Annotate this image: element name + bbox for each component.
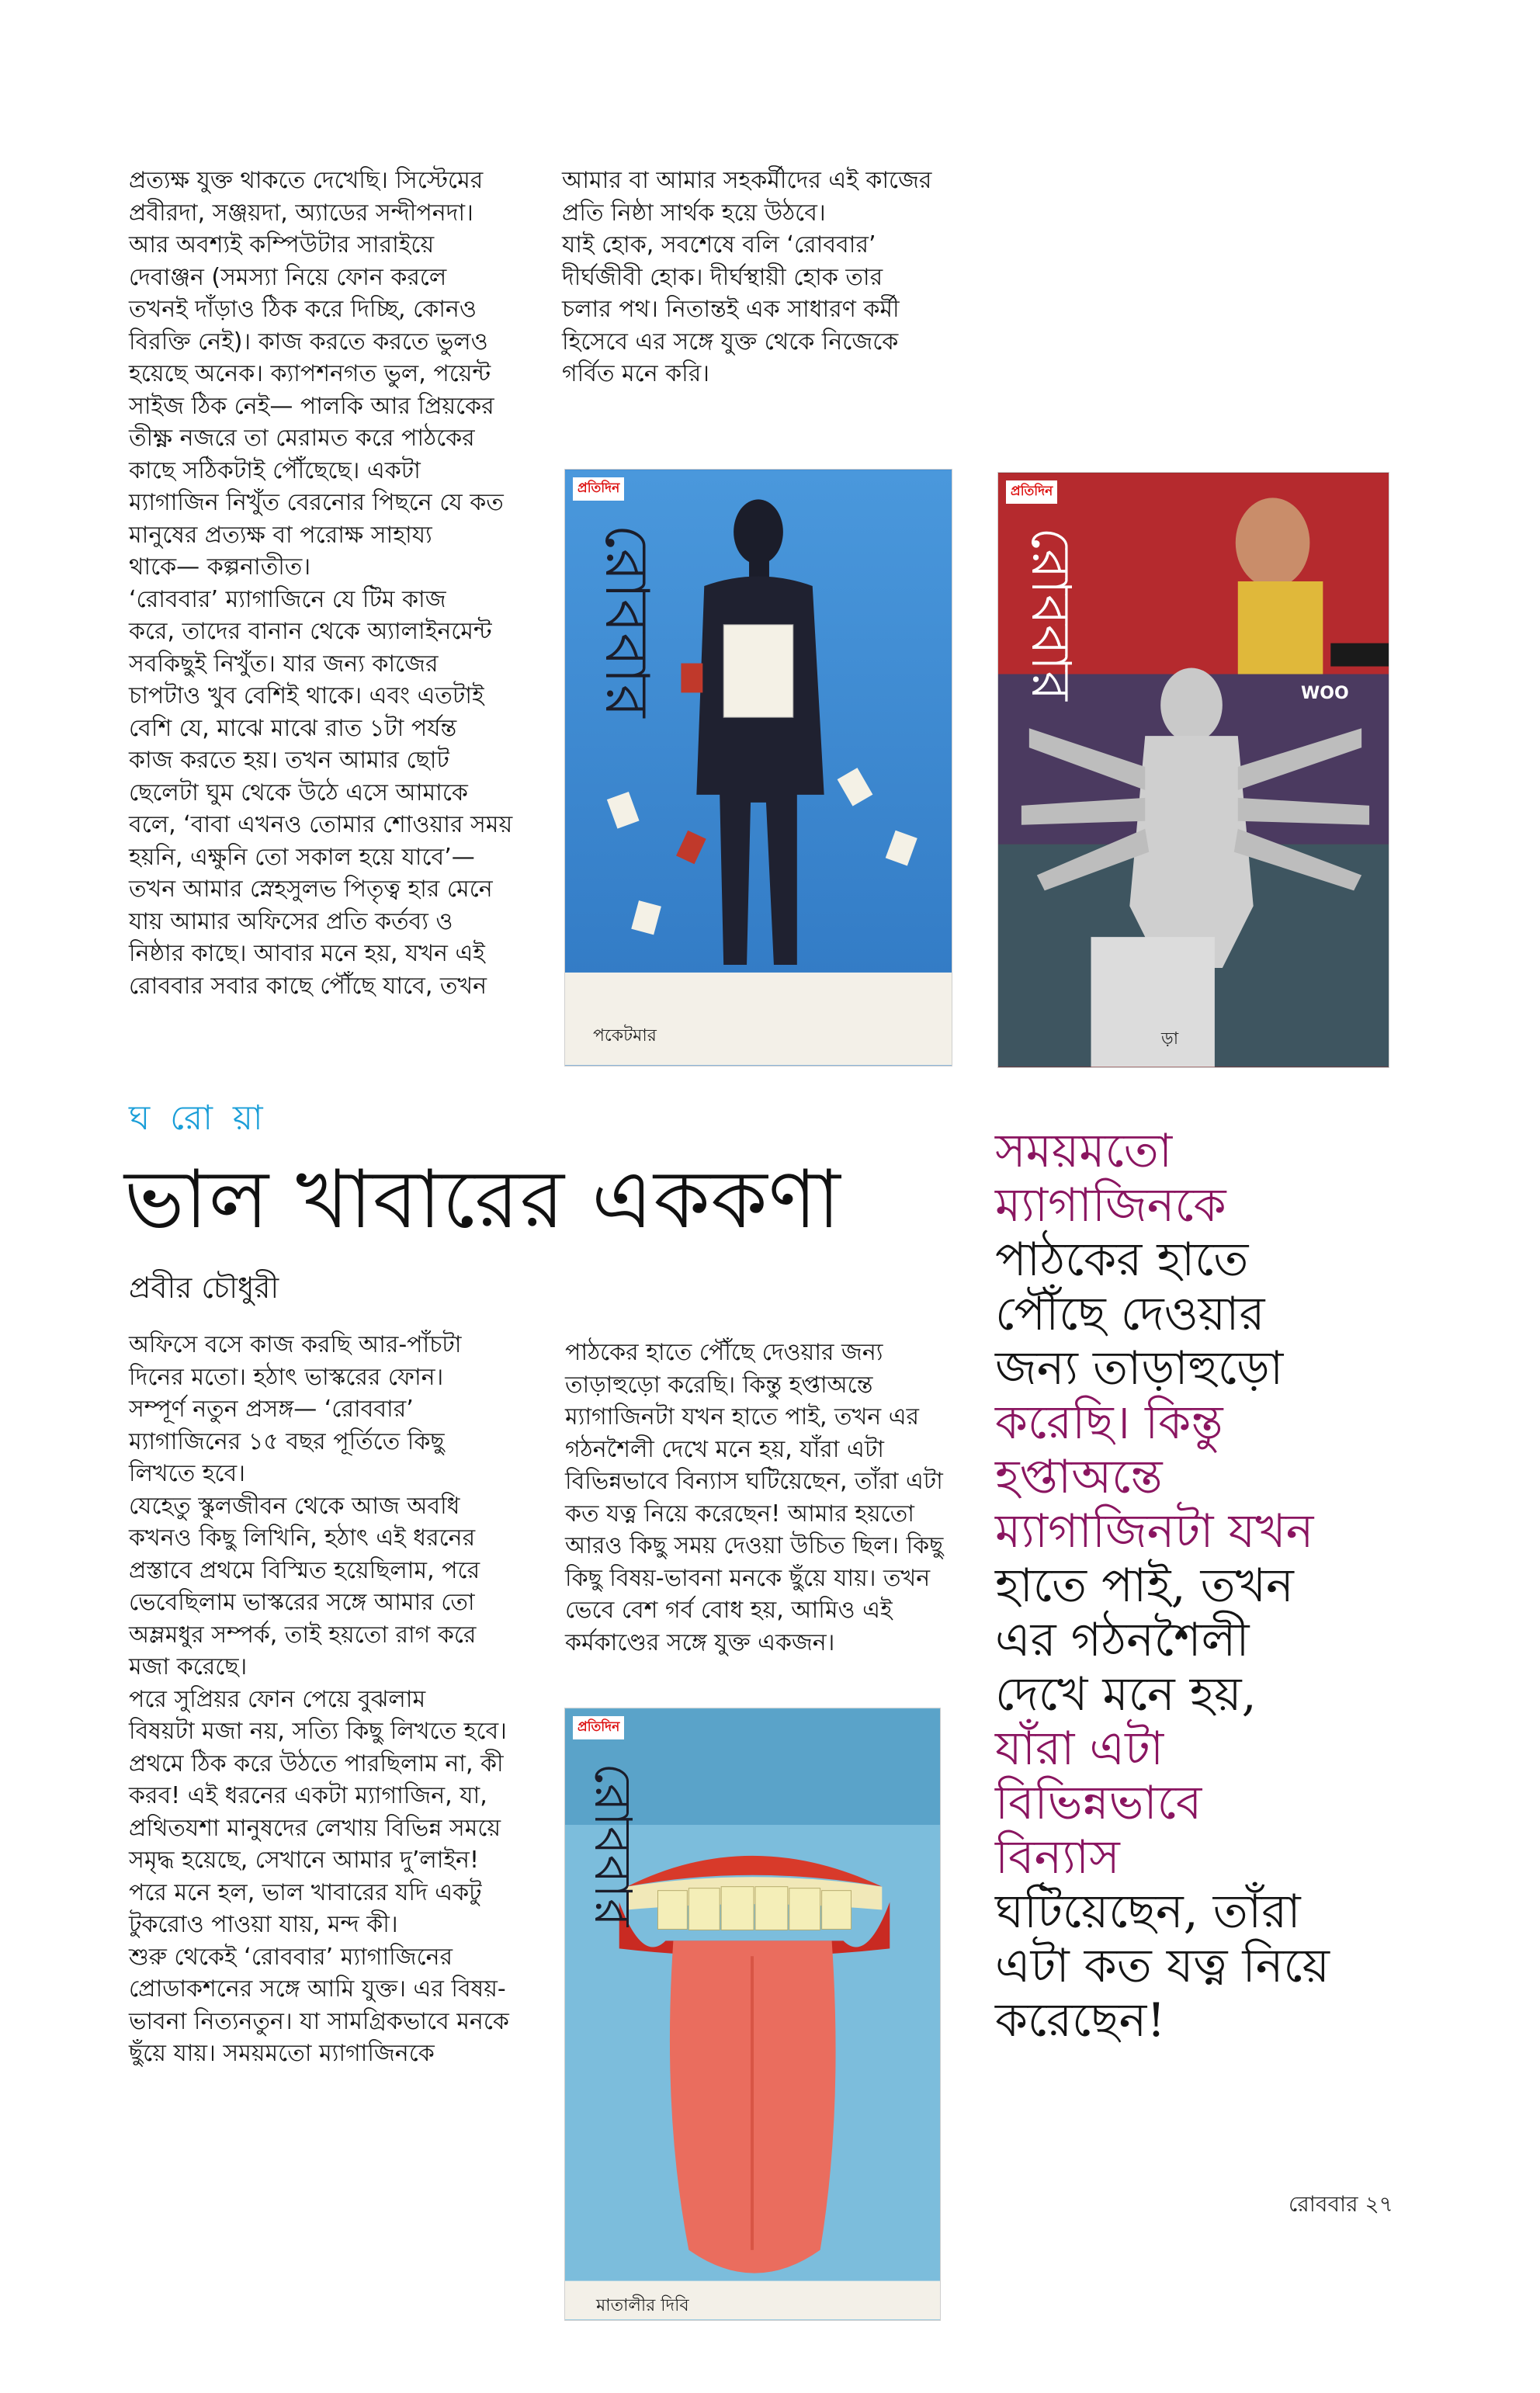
text-line: পরে মনে হল, ভাল খাবারের যদি একটু xyxy=(129,1878,482,1906)
text-line: তখনই দাঁড়াও ঠিক করে দিচ্ছি, কোনও xyxy=(129,296,477,323)
text-line: ‘রোববার’ ম্যাগাজিনে যে টিম কাজ xyxy=(129,585,446,613)
text-line: ম্যাগাজিনের ১৫ বছর পূর্তিতে কিছু xyxy=(129,1427,445,1455)
text-line: ভেবে বেশ গর্ব বোধ হয়, আমিও এই xyxy=(565,1597,893,1624)
text-line: কাছে সঠিকটাই পৌঁছেছে। একটা xyxy=(129,456,421,484)
page-folio: রোববার ২৭ xyxy=(1289,2191,1393,2217)
text-line: ম্যাগাজিনটা যখন হাতে পাই, তখন এর xyxy=(565,1403,920,1431)
text-line: কর্মকাণ্ডের সঙ্গে যুক্ত একজন। xyxy=(565,1628,835,1656)
pull-quote-line: পৌঁছে দেওয়ার xyxy=(995,1287,1265,1341)
text-line: ভেবেছিলাম ভাস্করের সঙ্গে আমার তো xyxy=(129,1589,475,1616)
text-line: কখনও কিছু লিখিনি, হঠাৎ এই ধরনের xyxy=(129,1524,476,1552)
text-line: চলার পথ। নিতান্তই এক সাধারণ কর্মী xyxy=(562,296,900,323)
pull-quote-line: করেছেন! xyxy=(995,1993,1166,2048)
text-line: দিনের মতো। হঠাৎ ভাস্করের ফোন। xyxy=(129,1363,444,1391)
text-line: মানুষের প্রত্যক্ষ বা পরোক্ষ সাহায্য xyxy=(129,521,432,549)
continuation-column-right xyxy=(562,165,997,390)
text-line: সমৃদ্ধ হয়েছে, সেখানে আমার দু’লাইন! xyxy=(129,1847,479,1874)
text-line: কত যত্ন নিয়ে করেছেন! আমার হয়তো xyxy=(565,1500,914,1528)
text-line: বিভিন্নভাবে বিন্যাস ঘটিয়েছেন, তাঁরা এটা xyxy=(565,1468,943,1495)
text-line: পরে সুপ্রিয়র ফোন পেয়ে বুঝলাম xyxy=(129,1685,426,1713)
article-byline: প্রবীর চৌধুরী xyxy=(129,1271,279,1305)
text-line: দেবাঞ্জন (সমস্যা নিয়ে ফোন করলে xyxy=(129,263,447,291)
cover-masthead: রোববার xyxy=(583,1763,643,1927)
text-line: ভাবনা নিত্যনতুন। যা সামগ্রিকভাবে মনকে xyxy=(129,2007,509,2035)
text-line: আরও কিছু সময় দেওয়া উচিত ছিল। কিছু xyxy=(565,1532,944,1559)
text-line: অম্লমধুর সম্পর্ক, তাই হয়তো রাগ করে xyxy=(129,1621,477,1649)
text-line: সম্পূর্ণ নতুন প্রসঙ্গ— ‘রোববার’ xyxy=(129,1396,414,1423)
text-line: কিছু বিষয়-ভাবনা মনকে ছুঁয়ে যায়। তখন xyxy=(565,1564,931,1592)
pull-quote-line: যাঁরা এটা xyxy=(995,1722,1164,1776)
text-line: বিষয়টা মজা নয়, সত্যি কিছু লিখতে হবে। xyxy=(129,1718,507,1745)
text-line: বেশি যে, মাঝে মাঝে রাত ১টা পর্যন্ত xyxy=(129,714,457,742)
text-line: শুরু থেকেই ‘রোববার’ ম্যাগাজিনের xyxy=(129,1943,453,1971)
text-line: তীক্ষ্ণ নজরে তা মেরামত করে পাঠকের xyxy=(129,425,475,452)
article-column-left xyxy=(129,1329,564,2070)
cover-masthead: রোববার xyxy=(1019,527,1083,701)
text-line: চাপটাও খুব বেশিই থাকে। এবং এতটাই xyxy=(129,682,484,709)
text-line: প্রতি নিষ্ঠা সার্থক হয়ে উঠবে। xyxy=(562,199,826,227)
pull-quote-line: হপ্তাঅন্তে xyxy=(995,1450,1163,1504)
pull-quote-line: করেছি। কিন্তু xyxy=(995,1396,1223,1450)
text-line: প্রথিতযশা মানুষদের লেখায় বিভিন্ন সময়ে xyxy=(129,1814,501,1842)
text-line: হয়েছে অনেক। ক্যাপশনগত ভুল, পয়েন্ট xyxy=(129,360,491,387)
text-line: ছুঁয়ে যায়। সময়মতো ম্যাগাজিনকে xyxy=(129,2040,435,2067)
pull-quote-line: এটা কত যত্ন নিয়ে xyxy=(995,1939,1330,1993)
text-line: প্রবীরদা, সঞ্জয়দা, অ্যাডের সন্দীপনদা। xyxy=(129,199,473,227)
text-line: প্রত্যক্ষ যুক্ত থাকতে দেখেছি। সিস্টেমের xyxy=(129,167,484,194)
text-line: বলে, ‘বাবা এখনও তোমার শোওয়ার সময় xyxy=(129,811,513,838)
text-line: নিষ্ঠার কাছে। আবার মনে হয়, যখন এই xyxy=(129,940,485,967)
billboard-sign: WOO xyxy=(1301,684,1349,703)
pull-quote-line: ঘটিয়েছেন, তাঁরা xyxy=(995,1885,1301,1939)
article-column-right xyxy=(565,1337,1000,1659)
text-line: সবকিছুই নিখুঁত। যার জন্য কাজের xyxy=(129,650,439,678)
text-line: থাকে— কল্পনাতীত। xyxy=(129,553,311,581)
article-headline: ভাল খাবারের এককণা xyxy=(124,1152,841,1247)
text-line: আর অবশ্যই কম্পিউটার সারাইয়ে xyxy=(129,231,435,258)
text-line: বিরক্তি নেই)। কাজ করতে করতে ভুলও xyxy=(129,328,488,355)
pull-quote-line: হাতে পাই, তখন xyxy=(995,1559,1294,1613)
text-line: করব! এই ধরনের একটা ম্যাগাজিন, যা, xyxy=(129,1782,487,1809)
magazine-cover-mouth xyxy=(564,1708,941,2321)
pull-quote-line: বিন্যাস xyxy=(995,1830,1120,1885)
pull-quote-line: পাঠকের হাতে xyxy=(995,1233,1249,1287)
publisher-logo: প্রতিদিন xyxy=(573,1716,624,1739)
text-line: তাড়াহুড়ো করেছি। কিন্তু হপ্তাঅন্তে xyxy=(565,1371,873,1399)
cover-caption: মাতালীর দিবি xyxy=(596,2296,689,2315)
section-kicker: ঘ রো য়া xyxy=(129,1098,268,1138)
pull-quote-line: সময়মতো xyxy=(995,1124,1173,1178)
continuation-column-left xyxy=(129,165,595,1002)
text-line: যাই হোক, সবশেষে বলি ‘রোববার’ xyxy=(562,231,876,258)
publisher-logo: প্রতিদিন xyxy=(573,477,624,501)
pull-quote-line: ম্যাগাজিনটা যখন xyxy=(995,1504,1314,1559)
text-line: হয়নি, এক্ষুনি তো সকাল হয়ে যাবে’— xyxy=(129,843,475,871)
text-line: কাজ করতে হয়। তখন আমার ছোট xyxy=(129,747,449,774)
text-line: অফিসে বসে কাজ করছি আর-পাঁচটা xyxy=(129,1331,462,1358)
text-line: ম্যাগাজিন নিখুঁত বেরনোর পিছনে যে কত xyxy=(129,489,504,516)
text-line: হিসেবে এর সঙ্গে যুক্ত থেকে নিজেকে xyxy=(562,328,899,355)
text-line: প্রোডাকশনের সঙ্গে আমি যুক্ত। এর বিষয়- xyxy=(129,1975,506,2003)
text-line: গর্বিত মনে করি। xyxy=(562,360,709,387)
magazine-cover-idol xyxy=(997,472,1389,1068)
text-line: সাইজ ঠিক নেই— পালকি আর প্রিয়কের xyxy=(129,392,494,420)
publisher-logo: প্রতিদিন xyxy=(1006,480,1057,504)
magazine-cover-pickpocket xyxy=(564,469,952,1066)
text-line: টুকরোও পাওয়া যায়, মন্দ কী। xyxy=(129,1911,398,1938)
text-line: করে, তাদের বানান থেকে অ্যালাইনমেন্ট xyxy=(129,618,492,645)
cover-caption: ড়া xyxy=(1161,1029,1179,1049)
text-line: প্রস্তাবে প্রথমে বিস্মিত হয়েছিলাম, পরে xyxy=(129,1556,480,1584)
pull-quote-line: জন্য তাড়াহুড়ো xyxy=(995,1341,1284,1396)
text-line: তখন আমার স্নেহসুলভ পিতৃত্ব হার মেনে xyxy=(129,876,493,903)
text-line: ছেলেটা ঘুম থেকে উঠে এসে আমাকে xyxy=(129,779,468,806)
pull-quote xyxy=(995,1124,1430,2048)
text-line: দীর্ঘজীবী হোক। দীর্ঘস্থায়ী হোক তার xyxy=(562,263,883,291)
text-line: মজা করেছে। xyxy=(129,1653,248,1680)
text-line: পাঠকের হাতে পৌঁছে দেওয়ার জন্য xyxy=(565,1339,883,1366)
pull-quote-line: দেখে মনে হয়, xyxy=(995,1667,1257,1722)
text-line: যেহেতু স্কুলজীবন থেকে আজ অবধি xyxy=(129,1492,460,1520)
text-line: প্রথমে ঠিক করে উঠতে পারছিলাম না, কী xyxy=(129,1750,504,1777)
pull-quote-line: বিভিন্নভাবে xyxy=(995,1776,1202,1830)
text-line: গঠনশৈলী দেখে মনে হয়, যাঁরা এটা xyxy=(565,1435,884,1463)
pull-quote-line: ম্যাগাজিনকে xyxy=(995,1178,1226,1233)
text-line: আমার বা আমার সহকর্মীদের এই কাজের xyxy=(562,167,932,194)
text-line: রোববার সবার কাছে পৌঁছে যাবে, তখন xyxy=(129,972,487,1000)
cover-caption: পকেটমার xyxy=(593,1026,657,1046)
text-line: যায় আমার অফিসের প্রতি কর্তব্য ও xyxy=(129,907,453,935)
text-line: লিখতে হবে। xyxy=(129,1460,245,1487)
cover-masthead: রোববার xyxy=(591,524,661,718)
pull-quote-line: এর গঠনশৈলী xyxy=(995,1613,1250,1667)
